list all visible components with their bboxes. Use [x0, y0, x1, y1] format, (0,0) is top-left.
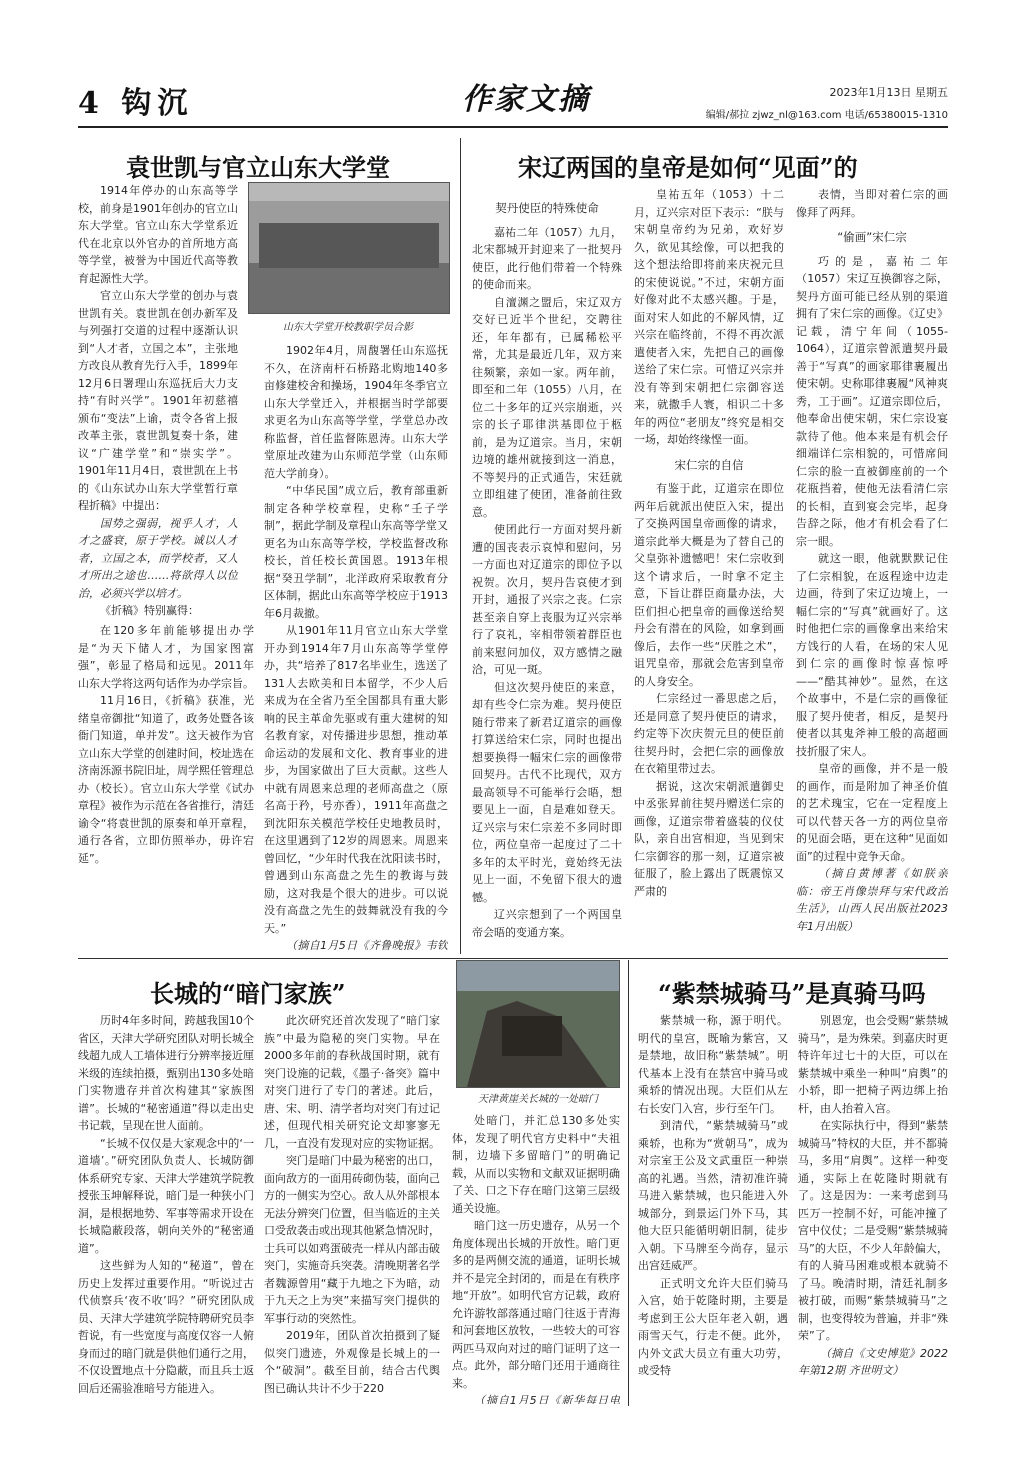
- article4-column1: [638, 1012, 788, 1404]
- article2-p8: 仁宗经过一番思虑之后，还是同意了契丹使臣的请求，约定等下次庆贺元旦的使臣前往契丹时，会把仁宗的画像放在衣箱里带过去。: [634, 692, 784, 775]
- article2-p12: 就这一眼，他就默默记住了仁宗相貌，在返程途中边走边画，待到了宋辽边境上，一幅仁宗的“写真”就画好了。这时他把仁宗的画像拿出来给宋方饯行的人看，在场的宋人见到仁宗的画像时惊喜惊呼——“酷其神妙”。显然，在这个故事中，不是仁宗的画像征服了契丹使者，相反，是契丹使者以其鬼斧神工般的高超画技折服了宋人。: [796, 552, 948, 758]
- divider-vertical-top: [460, 138, 461, 954]
- article4-p1: 紫禁城一称，源于明代。明代的皇宫，既喻为紫宫，又是禁地，故旧称“紫禁城”。明代基本上没有在禁宫中骑马或乘轿的情况出现。大臣们从左右长安门入宫，步行至午门。: [638, 1014, 788, 1115]
- article2-sub3: “偷画”宋仁宗: [837, 230, 907, 244]
- article2-p10: 表情，当即对着仁宗的画像拜了两拜。: [796, 188, 948, 219]
- article1-p2: 官立山东大学堂的创办与袁世凯有关。袁世凯在创办新军及与列强打交道的过程中逐渐认识到“人才者，立国之本”，主张地方改良从教育先行入手，1899年12月6日署理山东巡抚后大力支持“有时兴学”。1901年初慈禧颁布“变法”上谕，责令各省上报改革主张，袁世凯复奏十条，建议“广建学堂”和“崇实学”。1901年11月4日，袁世凯在上书的《山东试办山东大学堂暂行章程折稿》中提出：: [78, 289, 238, 512]
- article3-p7: 处暗门，并汇总130多处实体，发现了明代官方史料中“夫祖制，边墙下多留暗门”的明确记载，从而以实物和文献双证据明确了关、口之下存在暗门这第三层级通关设施。: [452, 1114, 620, 1215]
- article3-title: 长城的“暗门家族”: [150, 979, 346, 1008]
- article3-source: （摘自1月5日《新华每日电: [474, 1394, 620, 1404]
- article2-title: 宋辽两国的皇帝是如何“见面”的: [518, 153, 858, 182]
- great-wall-image: [457, 961, 619, 1087]
- article2-column2: [634, 186, 784, 952]
- article2-column3: [796, 186, 948, 952]
- article2-p4: 但这次契丹使臣的来意，却有些令仁宗为难。契丹使臣随行带来了新君辽道宗的画像打算送给宋仁宗，同时也提出想要换得一幅宋仁宗的画像带回契丹。古代不比现代，双方最高领导不可能举行会晤，想要见上一面，自是难如登天。辽兴宗与宋仁宗差不多同时即位，两位皇帝一起度过了二十多年的太平时光，竟始终无法见上一面，不免留下很大的遗憾。: [472, 680, 622, 904]
- article1-p4: 11月16日，《折稿》获准，光绪皇帝御批“知道了，政务处暨各该衙门知道，单并发”。这天被作为官立山东大学堂的创建时间，校址选在济南泺源书院旧址，周学熙任管理总办（校长）。官立山东大学堂《试办章程》被作为示范在各省推行，清廷谕令“将袁世凯的原奏和单开章程，通行各省，立即仿照举办，毋许宕延”。: [78, 694, 254, 865]
- newspaper-page: [78, 70, 948, 1410]
- article1-photo: [248, 182, 450, 314]
- divider-vertical-bottom: [628, 960, 629, 1406]
- article3-column1: [78, 1012, 254, 1404]
- article4-p3: 正式明文允许大臣们骑马入宫，始于乾隆时期，主要是考虑到王公大臣年老入朝，遇雨雪天气，行走不便。此外，内外文武大员立有重大功劳，或受特: [638, 1276, 788, 1377]
- editor-line: 编辑/郝拉 zjwz_nl@163.com 电话/65380015-1310: [705, 110, 948, 121]
- group-photo-image: [249, 183, 449, 313]
- issue-date: 2023年1月13日 星期五: [829, 86, 948, 99]
- article3-p3: 这些鲜为人知的“秘道”，曾在历史上发挥过重要作用。“听说过古代侦察兵‘夜不收’吗？”研究团队成员、天津大学建筑学院特聘研究员李哲说，有一些宽度与高度仅容一人俯身而过的暗门就是供他们通行之用，不仅设置地点十分隐蔽，而且兵士返回后还需验准暗号方能进入。: [78, 1259, 254, 1395]
- article1-column1: [78, 182, 238, 620]
- article4-source: （摘自《文史博览》2022年第12期 齐世明文）: [798, 1346, 948, 1377]
- article1-column2: [264, 342, 448, 952]
- article1-p6: “中华民国”成立后，教育部重新制定各种学校章程，史称“壬子学制”，据此学制及章程山东高等学堂又更名为山东高等学校，学校监督改称校长，首任校长黄国恩。1913年根据“癸丑学制”，北洋政府采取教育分区体制，据此山东高等学校应于1913年6月裁撤。: [264, 484, 448, 620]
- article1-mid: 《折稿》特别赢得：: [100, 604, 199, 617]
- article2-p2: 自澶渊之盟后，宋辽双方交好已近半个世纪，交聘往还，年年都有，已属稀松平常，尤其是最近几年，双方来往频繁，亲如一家。两年前，即至和二年（1055）八月，在位二十多年的辽兴宗崩逝，兴宗的长子耶律洪基即位于柩前，是为辽道宗。当月，宋朝边境的雄州就接到这一消息，不等契丹的正式通告，宋廷就立即组建了使团，准备前往致意。: [472, 295, 622, 519]
- article4-p5: 在实际执行中，得到“紫禁城骑马”特权的大臣，并不都骑马，多用“肩舆”。这样一种变通，实际上在乾隆时期就有了。这是因为：一来考虑到马匹万一控制不好，可能冲撞了宫中仪仗；二是受赐“紫禁城骑马”的大臣，不少人年龄偏大，有的人骑马困难或根本就骑不了马。晚清时期，清廷礼制多被打破，而赐“紫禁城骑马”之制，也变得较为普遍，并非“殊荣”了。: [798, 1119, 948, 1342]
- article2-source: （摘自黄博著《如朕亲临：帝王肖像崇拜与宋代政治生活》，山西人民出版社2023年1月出版）: [796, 867, 948, 933]
- article3-photo: [456, 960, 620, 1088]
- article1-quote2: [78, 620, 238, 621]
- article1-p7: 从1901年11月官立山东大学堂开办到1914年7月山东高等学堂停办，共“培养了817名毕业生，选送了131人去欧美和日本留学，不少人后来成为在全省乃至全国都具有重大影响的民主革命先驱或有重大建树的知名教育家，对传播进步思想，推动革命运动的发展和文化、教育事业的进步，为国家做出了巨大贡献。这些人中就有周恩来总理的老师高盘之（原名高于矜，号亦香），1911年高盘之到沈阳东关模范学校任史地教员时，在这里遇到了12岁的周恩来。周恩来曾回忆，“少年时代我在沈阳读书时，曾遇到山东高盘之先生的教诲与鼓励，这对我是个很大的进步。可以说没有高盘之先生的鼓舞就没有我的今天。”: [264, 624, 448, 935]
- article3-column2: [264, 1012, 440, 1404]
- article3-p2: “长城不仅仅是大家观念中的‘一道墙’。”研究团队负责人、长城防御体系研究专家、天津大学建筑学院教授张玉坤解释说，暗门是一种狭小门洞，是根据地势、军事等需求开设在长城隐蔽段落，朝向关外的“秘密通道”。: [78, 1136, 254, 1255]
- article2-column1: [472, 192, 622, 952]
- article1-quote1: 国势之强弱，视乎人才，人才之盛衰，原于学校。诚以人才者，立国之本，而学校者，又人才所出之途也……将欲得人以位治，必须兴学以培才。: [78, 516, 238, 600]
- article1-p5: 1902年4月，周馥署任山东巡抚不久，在济南杆石桥路北购地140多亩修建校舍和操场，1904年冬季官立山东大学堂迁入，并根据当时学部要求更名为山东高等学堂，学堂总办改称监督，首任监督陈恩涛。山东大学堂原址改建为山东师范学堂（山东师范大学前身）。: [264, 344, 448, 480]
- article2-sub2: 宋仁宗的自信: [674, 457, 744, 472]
- article2-p5: 辽兴宗想到了一个两国皇帝会晤的变通方案。: [472, 908, 622, 939]
- article3-p5: 突门是暗门中最为秘密的出口，面向敌方的一面用砖砌伪装，面向己方的一侧实为空心。敌人从外部根本无法分辨突门位置，但当临近的主关口受敌袭击或出现其他紧急情况时，士兵可以如鸡蛋破壳一样从内部击破突门，实施奇兵突袭。清晚期著名学者魏源曾用“藏于九地之下为暗，动于九天之上为突”来描写突门提供的军事行动的突然性。: [264, 1154, 440, 1325]
- article1-p1: 1914年停办的山东高等学校，前身是1901年创办的官立山东大学堂。官立山东大学堂系近代在北京以外官办的首所地方高等学堂，被誉为中国近代高等教育起源性大学。: [78, 184, 238, 285]
- article1-p3: 在120多年前能够提出办学是“为天下储人才，为国家图富强”，彰显了格局和远见。2011年山东大学将这两句话作为办学宗旨。: [78, 624, 254, 690]
- article1-photo-caption: 山东大学堂开校教职学员合影: [283, 322, 413, 333]
- article2-p3: 使团此行一方面对契丹新遭的国丧表示哀悼和慰问，另一方面也对辽道宗的即位予以祝贺。次月，契丹告哀使才到开封，通报了兴宗之丧。仁宗甚至亲自穿上丧服为辽兴宗举行了哀礼，宰相带领着群臣也前来慰问加仪，双方感情之融洽，可见一斑。: [472, 523, 622, 676]
- article3-p4: 此次研究还首次发现了“暗门家族”中最为隐秘的突门实物。早在2000多年前的春秋战国时期，就有突门设施的记载，《墨子·备突》篇中对突门进行了专门的著述。此后，唐、宋、明、清学者均对突门有过记述，但现代相关研究论文却寥寥无几，一直没有发现对应的实物证据。: [264, 1014, 440, 1150]
- article4-p4: 别恩宠，也会受赐“紫禁城骑马”，是为殊荣。到嘉庆时更特许年过七十的大臣，可以在紫禁城中乘坐一种叫“肩舆”的小轿，即一把椅子两边绑上抬杆，由人抬着入宫。: [798, 1014, 948, 1115]
- article2-p9: 据说，这次宋朝派遣御史中丞张昇前往契丹赠送仁宗的画像，辽道宗带着盛装的仪仗队，亲自出宫相迎，当见到宋仁宗御容的那一刻，辽道宗被征服了，脸上露出了既震惊又严肃的: [634, 779, 784, 898]
- article2-sub1: 契丹使臣的特殊使命: [495, 201, 599, 215]
- article4-column2: [798, 1012, 948, 1404]
- article4-p2: 到清代，“紫禁城骑马”或乘轿，也称为“赏朝马”，成为对宗室王公及文武重臣一种崇高的礼遇。当然，清初准许骑马进入紫禁城，也只能进入外城部分，到景运门外下马，其他大臣只能循明朝旧制，徒步入朝。下马牌至今尚存，显示出宫廷威严。: [638, 1119, 788, 1272]
- article4-title: “紫禁城骑马”是真骑马吗: [658, 979, 926, 1008]
- logo: 作家文摘: [462, 82, 590, 117]
- article3-column3: [452, 1112, 620, 1404]
- article1-column1-end: [78, 622, 254, 952]
- masthead: [78, 70, 948, 128]
- masthead-rule: [78, 126, 948, 128]
- article1-source: （摘自1月5日《齐鲁晚报》韦钦: [286, 939, 448, 952]
- article3-p8: 暗门这一历史遗存，从另一个角度体现出长城的开放性。暗门更多的是两侧交流的通道，证明长城并不是完全封闭的，而是在有秩序地“开放”。如明代官方记载，政府允许游牧部落通过暗门往返于青海和河套地区放牧，一些较大的可容两匹马双向对过的暗门证明了这一点。此外，部分暗门还用于通商往来。: [452, 1219, 620, 1390]
- article3-photo-caption: 天津黄崖关长城的一处暗门: [478, 1094, 598, 1105]
- article2-p11: 巧的是，嘉祐二年（1057）宋辽互换御容之际，契丹方面可能已经从别的渠道拥有了宋仁宗的画像。《辽史》记载，清宁年间（1055-1064），辽道宗曾派遣契丹最善于“写真”的画家耶律裹履出使宋朝。史称耶律裹履“风神爽秀，工于画”。辽道宗即位后，他奉命出使宋朝，宋仁宗设宴款待了他。他本来是有机会仔细端详仁宗相貌的，可惜席间仁宗的脸一直被御座前的一个花瓶挡着，使他无法看清仁宗的长相，直到宴会完毕，起身告辞之际，他才有机会看了仁宗一眼。: [796, 254, 948, 548]
- article1-title: 袁世凯与官立山东大学堂: [126, 153, 390, 182]
- article2-p6: 皇祐五年（1053）十二月，辽兴宗对臣下表示：“朕与宋朝皇帝约为兄弟，欢好岁久，欲见其绘像，可以把我的这个想法给即将前来庆祝元旦的宋使说说。”不过，宋朝方面好像对此不太感兴趣。于是，面对宋人如此的不解风情，辽兴宗在临终前，不得不再次派遣使者入宋，先把自己的画像送给了宋仁宗。可惜辽兴宗并没有等到宋朝把仁宗御容送来，就撒手人寰，相识二十多年的两位“老朋友”终究是相交一场，却始终缘悭一面。: [634, 188, 784, 446]
- article3-p6: 2019年，团队首次拍摄到了疑似突门遗迹，外观像是长城上的一个“破洞”。截至目前，结合古代舆图已确认共计不少于220: [264, 1329, 440, 1395]
- divider-horizontal: [78, 958, 948, 959]
- article2-p1: 嘉祐二年（1057）九月，北宋都城开封迎来了一批契丹使臣，此行他们带着一个特殊的使命而来。: [472, 225, 622, 291]
- article3-p1: 历时4年多时间，跨越我国10个省区，天津大学研究团队对明长城全线超九成人工墙体进行分辨率接近厘米级的连续拍摄，甄别出130多处暗门实物遗存并首次构建其“家族图谱”。长城的“秘密通道”得以走出史书记载，呈现在世人面前。: [78, 1014, 254, 1132]
- page-number: 4 钩沉: [78, 86, 194, 121]
- article2-p7: 有鉴于此，辽道宗在即位两年后就派出使臣入宋，提出了交换两国皇帝画像的请求，道宗此举大概是为了替自己的父皇弥补遗憾吧！宋仁宗收到这个请求后，一时拿不定主意，下旨让群臣商量办法，大臣们担心把皇帝的画像送给契丹会有潜在的风险，如拿到画像后，去作一些“厌胜之术”，诅咒皇帝，那就会危害到皇帝的人身安全。: [634, 482, 784, 688]
- article2-p13: 皇帝的画像，并不是一般的画作，而是附加了神圣价值的艺术瑰宝，它在一定程度上可以代替天各一方的两位皇帝的见面会晤，更在这种“见面如面”的过程中竞争天命。: [796, 762, 948, 863]
